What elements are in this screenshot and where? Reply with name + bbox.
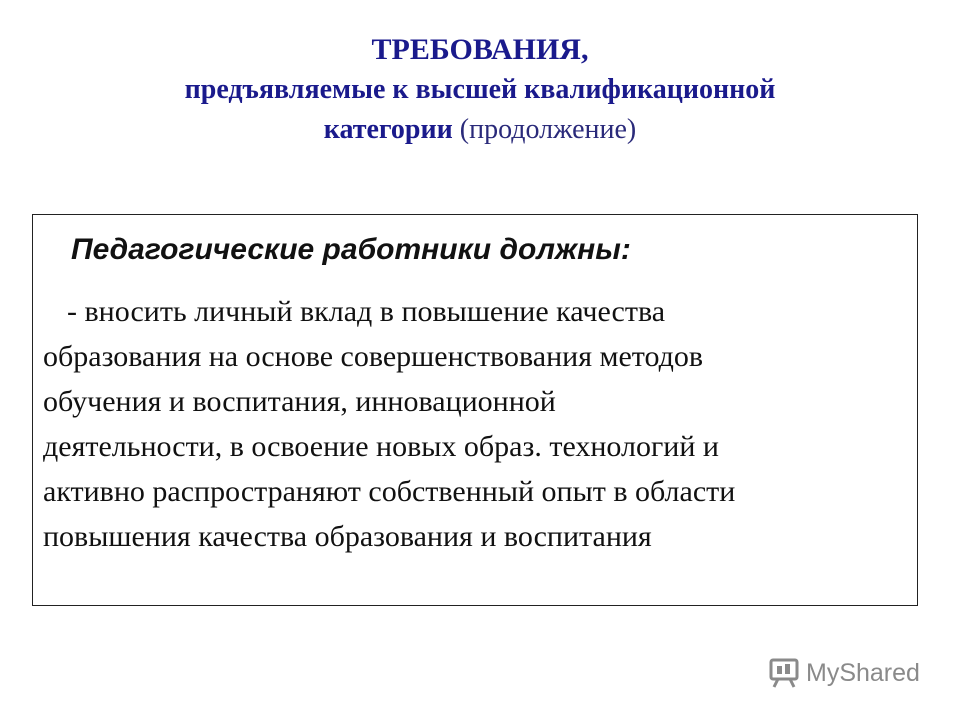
watermark-text: MyShared [806,658,920,687]
content-line: деятельности, в освоение новых образ. технологий и [43,430,719,463]
watermark [768,657,920,689]
content-box [32,214,918,606]
content-line: повышения качества образования и воспитания [43,520,652,553]
title-line-3-bold: категории [323,114,453,145]
title-continuation: (продолжение) [459,114,637,145]
content-text [43,289,909,559]
content-line: активно распространяют собственный опыт в области [43,475,736,508]
content-line: обучения и воспитания, инновационной [43,385,556,418]
content-line: образования на основе совершенствования методов [43,340,704,373]
content-line: - вносить личный вклад в повышение качества [67,295,666,328]
slide-title [0,30,960,150]
title-line-3 [0,110,960,150]
title-line-1: ТРЕБОВАНИЯ, [371,33,589,66]
presentation-board-icon [768,657,802,689]
content-heading: Педагогические работники должны: [71,233,631,266]
title-line-2: предъявляемые к высшей квалификационной [184,74,776,105]
